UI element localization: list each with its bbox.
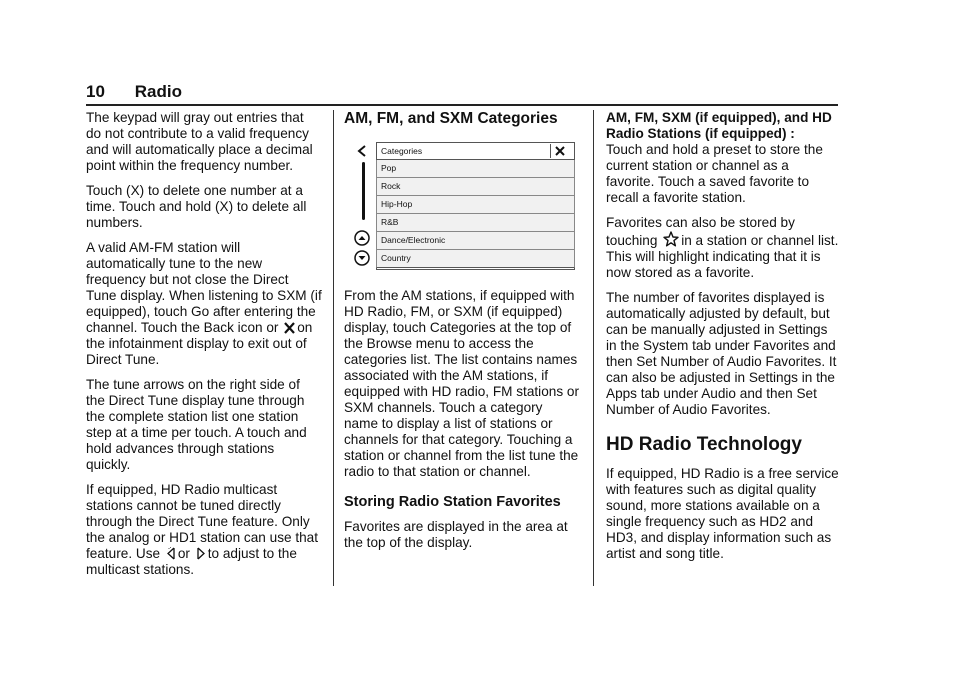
- section-heading: AM, FM, and SXM Categories: [344, 110, 558, 127]
- screen-title: Categories: [376, 142, 575, 160]
- paragraph: If equipped, HD Radio is a free service with features such as digital quality sound, more stations available on a single frequency such as HD2 and HD3, and display information such as artist and song title.: [606, 466, 839, 561]
- page-header: [86, 82, 182, 102]
- paragraph: The tune arrows on the right side of the Direct Tune display tune through the complete station list one station step at a time per touch. A touch and hold advances through stations quickly.: [86, 377, 307, 472]
- page-number: 10: [86, 82, 105, 101]
- paragraph: The number of favorites displayed is automatically adjusted by default, but can be manually adjusted in Settings in the System tab under Favorites and then Set Number of Audio Favorites. It can also be adjusted in Settings in the Apps tab under Audio and then Set Number of Audio Favorites.: [606, 290, 837, 417]
- column-1: [86, 110, 322, 587]
- close-x-icon: [284, 322, 295, 334]
- star-outline-icon: [663, 231, 679, 247]
- tune-left-icon: [166, 547, 176, 560]
- paragraph: Touch (X) to delete one number at a time. Touch and hold (X) to delete all numbers.: [86, 183, 307, 230]
- categories-screen-figure: [346, 142, 575, 272]
- paragraph: From the AM stations, if equipped with HD Radio, FM, or SXM (if equipped) display, touch Categories at the top of the Browse menu to access the categories list. The list contains names associated with the AM stations, if equipped with HD radio, FM stations or SXM channels. Touch a category name to display a list of stations or channels for that category. Touching a station or channel from the list tune the radio to that station or channel.: [344, 288, 579, 479]
- back-icon: [356, 144, 368, 158]
- paragraph: [606, 215, 840, 281]
- text: to adjust to the multicast stations.: [86, 546, 297, 577]
- column-2: [344, 110, 580, 560]
- scrollbar: [362, 162, 365, 220]
- paragraph: [86, 482, 322, 578]
- text: or: [177, 546, 190, 561]
- scroll-down-icon: [354, 250, 370, 266]
- close-separator: [550, 144, 551, 158]
- text: in a station or channel list. This will highlight indicating that it is now stored as a favorite.: [606, 233, 839, 280]
- column-divider-1: [333, 110, 334, 586]
- text: Favorites can also be stored by touching: [606, 215, 795, 248]
- section-title: Radio: [134, 82, 182, 101]
- category-item: Pop: [376, 160, 575, 178]
- paragraph: Favorites are displayed in the area at the top of the display.: [344, 519, 568, 550]
- scroll-up-icon: [354, 230, 370, 246]
- category-item: Rock: [376, 178, 575, 196]
- paragraph: Touch and hold a preset to store the current station or channel as a favorite. Touch a saved favorite to recall a favorite station.: [606, 142, 823, 205]
- category-item: R&B: [376, 214, 575, 232]
- text: A valid AM-FM station will automatically tune to the new frequency but not close the Direct Tune display. When listening to SXM (if equipped), touch Go after entering the channel. Touch the Back icon or: [86, 240, 322, 335]
- close-icon: [554, 144, 566, 158]
- bold-lead-in: AM, FM, SXM (if equipped), and HD Radio Stations (if equipped) :: [606, 110, 832, 141]
- category-item: Dance/Electronic: [376, 232, 575, 250]
- paragraph: [86, 240, 322, 368]
- category-item: Hip-Hop: [376, 196, 575, 214]
- column-3: [606, 110, 840, 571]
- column-divider-2: [593, 110, 594, 586]
- text: on the infotainment display to exit out of Direct Tune.: [86, 320, 313, 367]
- tune-right-icon: [196, 547, 206, 560]
- header-rule: [86, 104, 838, 106]
- subsection-heading: Storing Radio Station Favorites: [344, 494, 561, 510]
- category-item: Country: [376, 250, 575, 268]
- section-heading: HD Radio Technology: [606, 434, 802, 455]
- paragraph: The keypad will gray out entries that do not contribute to a valid frequency and will automatically place a decimal point within the frequency number.: [86, 110, 313, 173]
- text: If equipped, HD Radio multicast stations cannot be tuned directly through the Direct Tune feature. Only the analog or HD1 station can use that feature. Use: [86, 482, 318, 561]
